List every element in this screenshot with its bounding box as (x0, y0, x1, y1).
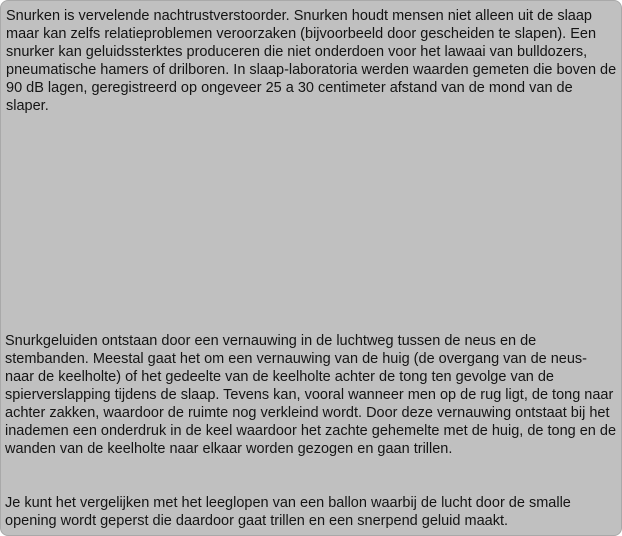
paragraph-comparison: Je kunt het vergelijken met het leeglopen van een ballon waarbij de lucht door de smalle opening wordt geperst die daardoor gaat trillen en een snerpend geluid maakt. (5, 495, 571, 529)
paragraph-intro: Snurken is vervelende nachtrustverstoorder. Snurken houdt mensen niet alleen uit de slaap maar kan zelfs relatieproblemen veroorzaken (bijvoorbeeld door gescheiden te slapen). Een snurker kan geluidssterktes produceren die niet onderdoen voor het lawaai van bulldozers, pneumatische hamers of drilboren. In slaap-laboratoria werden waarden gemeten die boven de 90 dB lagen, geregistreerd op ongeveer 25 a 30 centimeter afstand van de mond van de slaper. (6, 8, 617, 114)
paragraph-cause: Snurkgeluiden ontstaan door een vernauwing in de luchtweg tussen de neus en de stembanden. Meestal gaat het om een vernauwing van de huig (de overgang van de neus- naar de keelholte) of het gedeelte van de keelholte achter de tong ten gevolge van de spierverslapping tijdens de slaap. Tevens kan, vooral wanneer men op de rug ligt, de tong naar achter zakken, waardoor de ruimte nog verkleind wordt. Door deze vernauwing ontstaat bij het inademen een onderdruk in de keel waardoor het zachte gehemelte met de huig, de tong en de wanden van de keelholte naar elkaar worden gezogen en gaan trillen. (5, 333, 617, 457)
